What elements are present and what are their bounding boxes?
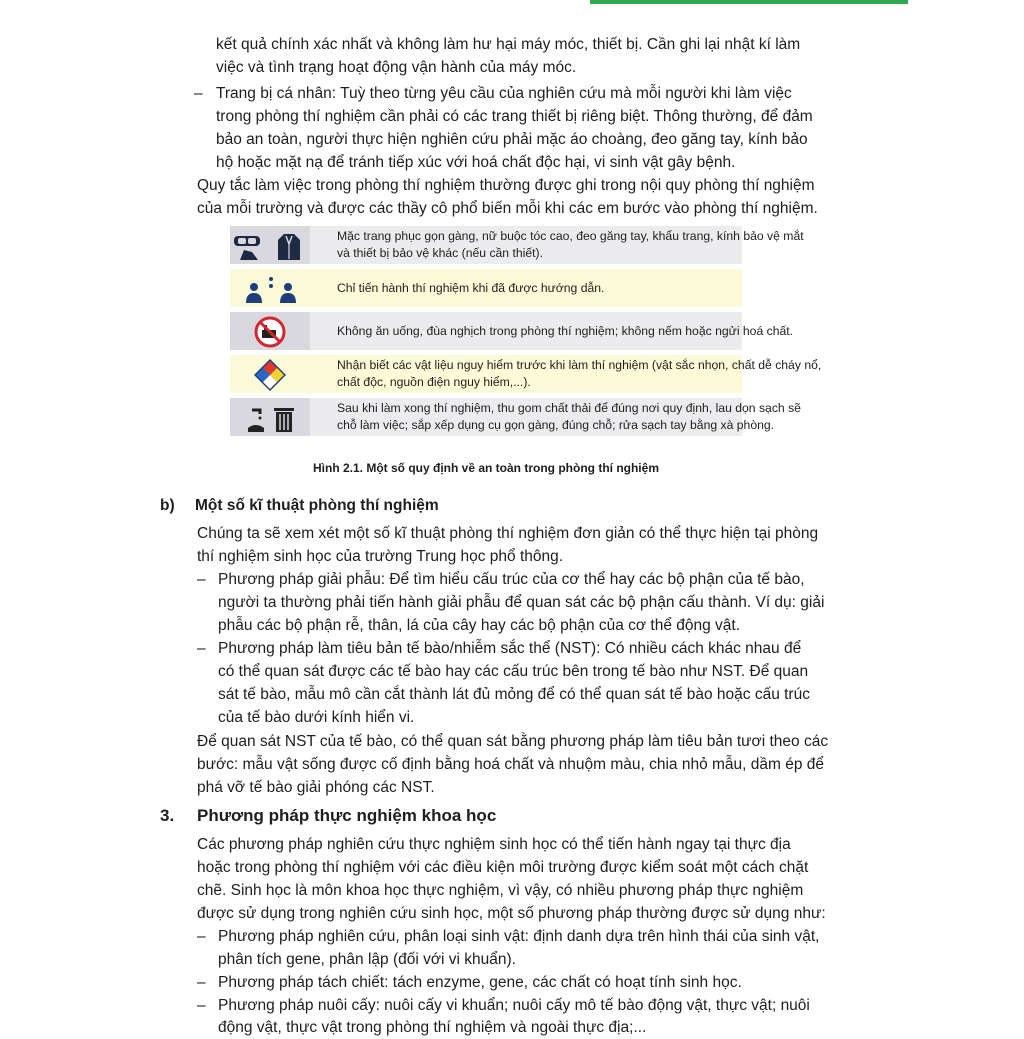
text-line: Phương pháp giải phẫu: Để tìm hiểu cấu trúc của cơ thể hay các bộ phận của tế bào, bbox=[218, 571, 805, 588]
hazard-symbols-icon bbox=[230, 359, 310, 391]
text-line: sát tế bào, mẫu mô cần cắt thành lát đủ mỏng để có thể quan sát tế bào hoặc cấu trúc bbox=[218, 686, 810, 703]
text-line: Chúng ta sẽ xem xét một số kĩ thuật phòng thí nghiệm đơn giản có thể thực hiện tại phòng bbox=[197, 525, 819, 542]
bullet-dash: – bbox=[197, 997, 206, 1014]
top-green-bar bbox=[590, 0, 908, 4]
figure-caption: Hình 2.1. Một số quy định về an toàn trong phòng thí nghiệm bbox=[313, 461, 659, 475]
text-line: Phương pháp nuôi cấy: nuôi cấy vi khuẩn; nuôi cấy mô tế bào động vật, thực vật; nuôi bbox=[218, 997, 810, 1014]
rule-line: chất độc, nguồn điện nguy hiểm,...). bbox=[337, 375, 531, 389]
goggles-gloves-coat-icon bbox=[230, 230, 310, 262]
section-number: 3. bbox=[160, 806, 175, 825]
text-line: việc và tình trạng hoạt động vận hành của máy móc. bbox=[216, 59, 577, 76]
text-line: Phương pháp làm tiêu bản tế bào/nhiễm sắc thể (NST): Có nhiều cách khác nhau để bbox=[218, 640, 802, 657]
text-line: hoặc trong phòng thí nghiệm với các điều kiện môi trường được kiểm soát một cách chặt bbox=[197, 859, 809, 876]
text-line: Trang bị cá nhân: Tuỳ theo từng yêu cầu của nghiên cứu mà mỗi người khi làm việc bbox=[216, 85, 792, 102]
rule-text bbox=[310, 312, 794, 350]
icon-cell bbox=[230, 226, 310, 264]
icon-cell bbox=[230, 312, 310, 350]
bullet-dash: – bbox=[197, 974, 206, 991]
handwash-trash-icon bbox=[230, 402, 310, 434]
rule-row bbox=[230, 355, 822, 393]
bullet-dash: – bbox=[197, 928, 206, 945]
text-line: Quy tắc làm việc trong phòng thí nghiệm thường được ghi trong nội quy phòng thí nghiệm bbox=[197, 177, 815, 194]
text-line: bảo an toàn, người thực hiện nghiên cứu phải mặc áo choàng, đeo găng tay, kính bảo bbox=[216, 131, 808, 148]
text-line: kết quả chính xác nhất và không làm hư hại máy móc, thiết bị. Cần ghi lại nhật kí làm bbox=[216, 36, 801, 53]
text-line: của mỗi trường và được các thầy cô phổ biến mỗi khi các em bước vào phòng thí nghiệm. bbox=[197, 200, 818, 217]
text-line: phá vỡ tế bào giải phóng các NST. bbox=[197, 779, 435, 796]
section-letter: b) bbox=[160, 497, 175, 514]
text-line: Để quan sát NST của tế bào, có thể quan sát bằng phương pháp làm tiêu bản tươi theo các bbox=[197, 733, 829, 750]
rule-line: Chỉ tiến hành thí nghiệm khi đã được hướng dẫn. bbox=[337, 281, 605, 295]
text-line: thí nghiệm sinh học của trường Trung học phổ thông. bbox=[197, 548, 564, 565]
text-line: người ta thường phải tiến hành giải phẫu để quan sát các bộ phận cấu thành. Ví dụ: giải bbox=[218, 594, 825, 611]
safety-rules-figure bbox=[230, 226, 822, 475]
no-eating-icon bbox=[230, 316, 310, 348]
icon-cell bbox=[230, 269, 310, 307]
text-line: bước: mẫu vật sống được cố định bằng hoá chất và nhuộm màu, chia nhỏ mẫu, dầm ép để bbox=[197, 756, 825, 773]
bullet-dash: – bbox=[194, 85, 203, 102]
text-line: phân tích gene, phân lập (đối với vi khuẩn). bbox=[218, 951, 516, 968]
text-line: có thể quan sát được các tế bào hay các cấu trúc bên trong tế bào như NST. Để quan bbox=[218, 663, 809, 680]
rule-line: chỗ làm việc; sắp xếp dụng cụ gọn gàng, đúng chỗ; rửa sạch tay bằng xà phòng. bbox=[337, 418, 775, 432]
text-line: được sử dụng trong nghiên cứu sinh học, một số phương pháp thường được sử dụng như: bbox=[197, 905, 826, 922]
icon-cell bbox=[230, 355, 310, 393]
text-line: động vật, thực vật trong phòng thí nghiệm và ngoài thực địa;... bbox=[218, 1019, 647, 1036]
rule-row bbox=[230, 398, 801, 436]
text-line: Phương pháp nghiên cứu, phân loại sinh vật: định danh dựa trên hình thái của sinh vật, bbox=[218, 928, 820, 945]
rule-line: và thiết bị bảo vệ khác (nếu cần thiết). bbox=[337, 246, 543, 260]
icon-cell bbox=[230, 398, 310, 436]
bullet-dash: – bbox=[197, 571, 206, 588]
rule-line: Mặc trang phục gọn gàng, nữ buộc tóc cao, đeo găng tay, khẩu trang, kính bảo vệ mắt bbox=[337, 229, 804, 243]
text-line: Các phương pháp nghiên cứu thực nghiệm sinh học có thể tiến hành ngay tại thực địa bbox=[197, 836, 791, 853]
rule-row bbox=[230, 312, 794, 350]
rule-text bbox=[310, 355, 822, 393]
section-title: Phương pháp thực nghiệm khoa học bbox=[197, 806, 497, 825]
text-line: chẽ. Sinh học là môn khoa học thực nghiệm, vì vậy, có nhiều phương pháp thực nghiệm bbox=[197, 882, 804, 899]
rule-line: Sau khi làm xong thí nghiệm, thu gom chất thải để đúng nơi quy định, lau dọn sạch sẽ bbox=[337, 401, 801, 415]
rule-text bbox=[310, 226, 804, 264]
bullet-dash: – bbox=[197, 640, 206, 657]
text-line: trong phòng thí nghiệm cần phải có các trang thiết bị riêng biệt. Thông thường, để đảm bbox=[216, 108, 813, 125]
text-line: của tế bào dưới kính hiển vi. bbox=[218, 709, 415, 726]
rule-line: Nhận biết các vật liệu nguy hiểm trước khi làm thí nghiệm (vật sắc nhọn, chất dễ cháy nổ, bbox=[337, 358, 822, 372]
instructor-students-icon bbox=[230, 273, 310, 305]
rule-line: Không ăn uống, đùa nghịch trong phòng thí nghiệm; không nếm hoặc ngửi hoá chất. bbox=[337, 324, 794, 338]
rule-text bbox=[310, 269, 742, 307]
text-line: hộ hoặc mặt nạ để tránh tiếp xúc với hoá chất độc hại, vi sinh vật gây bệnh. bbox=[216, 154, 736, 171]
rule-row bbox=[230, 226, 804, 264]
section-title: Một số kĩ thuật phòng thí nghiệm bbox=[195, 497, 439, 514]
rule-row bbox=[230, 269, 742, 307]
text-line: Phương pháp tách chiết: tách enzyme, gene, các chất có hoạt tính sinh học. bbox=[218, 974, 742, 991]
text-line: phẫu các bộ phận rễ, thân, lá của cây hay các bộ phận của cơ thể động vật. bbox=[218, 617, 741, 634]
rule-text bbox=[310, 398, 801, 436]
